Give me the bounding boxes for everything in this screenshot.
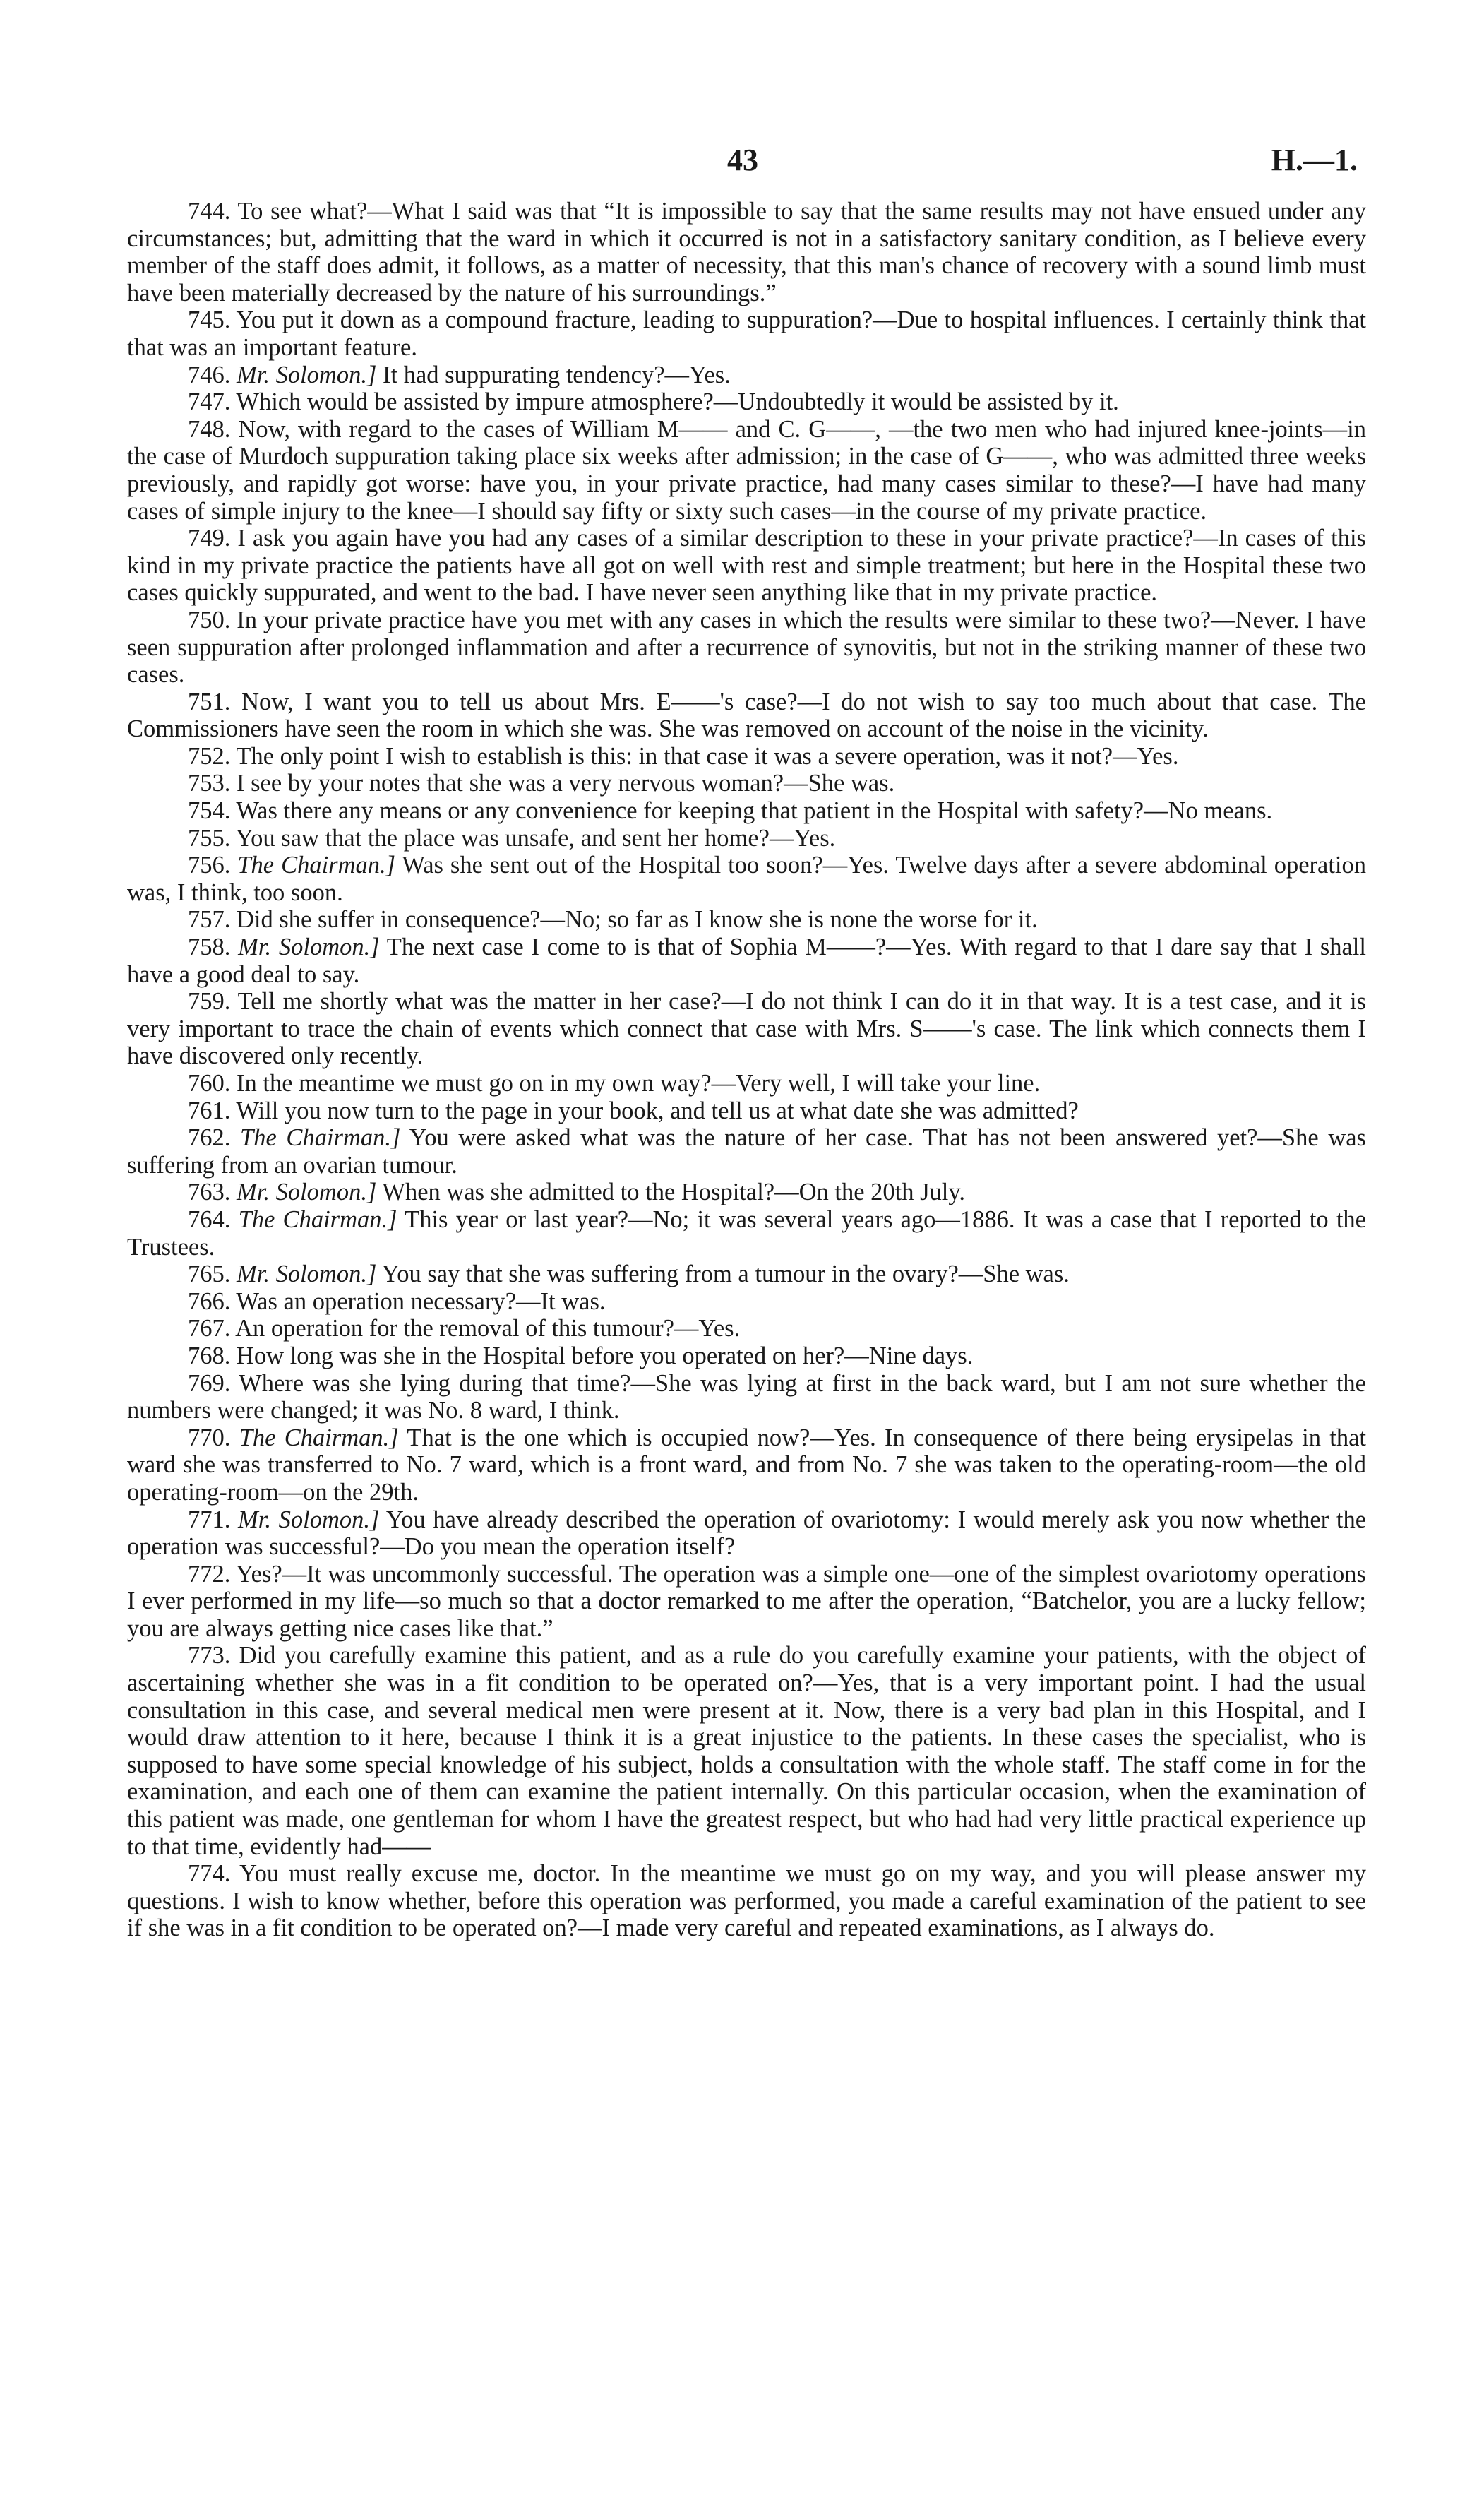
paragraph-text: 773. Did you carefully examine this patient, and as a rule do you carefully examine your patients, with the object of ascertaining whether she was in a fit condition to be operated on?—Yes, that is a very important point. I had the usual consultation in this case, and several medical men were present at it. Now, there is a very bad plan in this Hospital, and I would draw attention to it here, because I think it is a great injustice to the patients. In these cases the specialist, who is supposed to have some special knowledge of his subject, holds a consultation with the whole staff. The staff come in for the examination, and each one of them can examine the patient internally. On this particular occasion, when the examination of this patient was made, one gentleman for whom I have the greatest respect, but who had had very little practical experience up to that time, evidently had—— (127, 1642, 1366, 1860)
question-paragraph (127, 934, 1366, 988)
question-number: 762. (188, 1124, 231, 1152)
paragraph-text: 750. In your private practice have you met with any cases in which the results were similar to these two?—Never. I have seen suppuration after prolonged inflammation and after a recurrence of synovitis, but not in the striking manner of these two cases. (127, 606, 1366, 689)
question-paragraph (127, 1124, 1366, 1179)
question-paragraph (127, 306, 1366, 361)
question-paragraph (127, 770, 1366, 797)
paragraph-text: 754. Was there any means or any convenience for keeping that patient in the Hospital with safety?—No means. (188, 797, 1273, 825)
paragraph-text: 760. In the meantime we must go on in my own way?—Very well, I will take your line. (188, 1070, 1041, 1097)
paragraph-text: 744. To see what?—What I said was that “It is impossible to say that the same results may not have ensued under any circumstances; but, admitting that the ward in which it occurred is not in a satisfactory sanitary condition, as I believe every member of the staff does admit, it follows, as a matter of necessity, that this man's chance of recovery with a sound limb must have been materially decreased by the nature of his surroundings.” (127, 198, 1366, 306)
evidence-text (127, 198, 1366, 1942)
question-paragraph (127, 1206, 1366, 1261)
paragraph-text: 761. Will you now turn to the page in your book, and tell us at what date she was admitted? (188, 1097, 1079, 1124)
paragraph-text: 751. Now, I want you to tell us about Mrs. E——'s case?—I do not wish to say too much about that case. The Commissioners have seen the room in which she was. She was removed on account of the noise in the vicinity. (127, 688, 1366, 743)
question-number: 770. (188, 1424, 231, 1451)
document-page (127, 141, 1366, 1942)
question-paragraph (127, 1506, 1366, 1561)
paragraph-text: 774. You must really excuse me, doctor. In the meantime we must go on my way, and you will please answer my questions. I wish to know whether, before this operation was performed, you made a careful examination of the patient to see if she was in a fit condition to be operated on?—I made very careful and repeated examinations, as I always do. (127, 1860, 1366, 1942)
speaker-label: The Chairman.] (237, 852, 396, 879)
paragraph-text: 767. An operation for the removal of this tumour?—Yes. (188, 1315, 741, 1342)
paragraph-text: 757. Did she suffer in consequence?—No; so far as I know she is none the worse for it. (188, 906, 1038, 934)
question-paragraph (127, 743, 1366, 770)
speaker-label: Mr. Solomon.] (237, 361, 377, 388)
paragraph-text: You have already described the operation of ovariotomy: I would merely ask you now whether the operation was successful?—Do you mean the operation itself? (127, 1506, 1367, 1561)
speaker-label: Mr. Solomon.] (238, 934, 380, 961)
speaker-label: Mr. Solomon.] (237, 1179, 377, 1206)
question-paragraph (127, 1315, 1366, 1342)
paragraph-text: The next case I come to is that of Sophia M——?—Yes. With regard to that I dare say that I shall have a good deal to say. (127, 934, 1366, 988)
document-reference: H.—1. (1271, 143, 1358, 177)
question-paragraph (127, 416, 1366, 525)
paragraph-text: 772. Yes?—It was uncommonly successful. The operation was a simple one—one of the simplest ovariotomy operations I ever performed in my life—so much so that a doctor remarked to me after the operation, “Batchelor, you are a lucky fellow; you are always getting nice cases like that.” (127, 1560, 1366, 1642)
question-paragraph (127, 198, 1366, 306)
question-paragraph (127, 1179, 1366, 1206)
question-paragraph (127, 1070, 1366, 1097)
question-paragraph (127, 1370, 1366, 1424)
question-paragraph (127, 388, 1366, 416)
paragraph-text: This year or last year?—No; it was several years ago—1886. It was a case that I reported to the Trustees. (127, 1205, 1366, 1261)
paragraph-text: 752. The only point I wish to establish is this: in that case it was a severe operation, was it not?—Yes. (188, 742, 1179, 770)
question-paragraph (127, 1642, 1366, 1860)
question-number: 765. (188, 1261, 231, 1288)
speaker-label: The Chairman.] (238, 1205, 397, 1233)
question-paragraph (127, 1561, 1366, 1643)
question-paragraph (127, 1860, 1366, 1942)
paragraph-text: 748. Now, with regard to the cases of William M—— and C. G——, —the two men who had injured knee-joints—in the case of Murdoch suppuration taking place six weeks after admission; in the case of G——, who was admitted three weeks previously, and rapidly got worse: have you, in your private practice, had many cases similar to these?—I have had many cases of simple injury to the knee—I should say fifty or sixty such cases—in the course of my private practice. (127, 415, 1366, 525)
question-number: 771. (188, 1506, 231, 1533)
paragraph-text: Was she sent out of the Hospital too soon?—Yes. Twelve days after a severe abdominal operation was, I think, too soon. (127, 852, 1366, 906)
question-paragraph (127, 689, 1366, 743)
question-paragraph (127, 1261, 1366, 1288)
question-paragraph (127, 1342, 1366, 1370)
paragraph-text: 749. I ask you again have you had any cases of a similar description to these in your private practice?—In cases of this kind in my private practice the patients have all got on well with rest and simple treatment; but here in the Hospital these two cases quickly suppurated, and went to the bad. I have never seen anything like that in my private practice. (127, 525, 1366, 607)
paragraph-text: 768. How long was she in the Hospital before you operated on her?—Nine days. (188, 1342, 974, 1369)
paragraph-text: You say that she was suffering from a tumour in the ovary?—She was. (376, 1261, 1070, 1288)
paragraph-text: 769. Where was she lying during that time?—She was lying at first in the back ward, but I am not sure whether the numbers were changed; it was No. 8 ward, I think. (127, 1369, 1366, 1424)
paragraph-text: That is the one which is occupied now?—Yes. In consequence of there being erysipelas in that ward she was transferred to No. 7 ward, which is a front ward, and from No. 7 she was taken to the operating-room—the old operating-room—on the 29th. (127, 1424, 1366, 1506)
question-paragraph (127, 988, 1366, 1070)
question-paragraph (127, 1097, 1366, 1125)
paragraph-text: You were asked what was the nature of her case. That has not been answered yet?—She was suffering from an ovarian tumour. (127, 1124, 1366, 1179)
paragraph-text: 747. Which would be assisted by impure atmosphere?—Undoubtedly it would be assisted by it. (188, 388, 1119, 416)
speaker-label: The Chairman.] (240, 1124, 401, 1152)
question-paragraph (127, 1424, 1366, 1506)
paragraph-text: 745. You put it down as a compound fracture, leading to suppuration?—Due to hospital influences. I certainly think that that was an important feature. (127, 306, 1366, 361)
question-number: 746. (188, 361, 231, 388)
question-paragraph (127, 1288, 1366, 1316)
question-number: 756. (188, 852, 231, 879)
question-paragraph (127, 525, 1366, 607)
paragraph-text: 755. You saw that the place was unsafe, and sent her home?—Yes. (188, 824, 836, 852)
question-paragraph (127, 825, 1366, 852)
speaker-label: Mr. Solomon.] (238, 1506, 380, 1533)
question-paragraph (127, 607, 1366, 689)
paragraph-text: 766. Was an operation necessary?—It was. (188, 1287, 606, 1315)
paragraph-text: When was she admitted to the Hospital?—On the 20th July. (376, 1179, 966, 1206)
page-header (127, 141, 1366, 198)
speaker-label: Mr. Solomon.] (237, 1261, 377, 1288)
speaker-label: The Chairman.] (239, 1424, 399, 1451)
paragraph-text: 753. I see by your notes that she was a very nervous woman?—She was. (188, 770, 895, 797)
page-number: 43 (727, 143, 758, 177)
paragraph-text: It had suppurating tendency?—Yes. (376, 361, 731, 388)
question-number: 763. (188, 1179, 231, 1206)
question-paragraph (127, 852, 1366, 906)
question-paragraph (127, 362, 1366, 389)
paragraph-text: 759. Tell me shortly what was the matter in her case?—I do not think I can do it in that way. It is a test case, and it is very important to trace the chain of events which connect that case with Mrs. S——'s case. The link which connects them I have discovered only recently. (127, 988, 1366, 1070)
question-paragraph (127, 797, 1366, 825)
question-paragraph (127, 906, 1366, 934)
question-number: 764. (188, 1205, 231, 1233)
question-number: 758. (188, 934, 231, 961)
